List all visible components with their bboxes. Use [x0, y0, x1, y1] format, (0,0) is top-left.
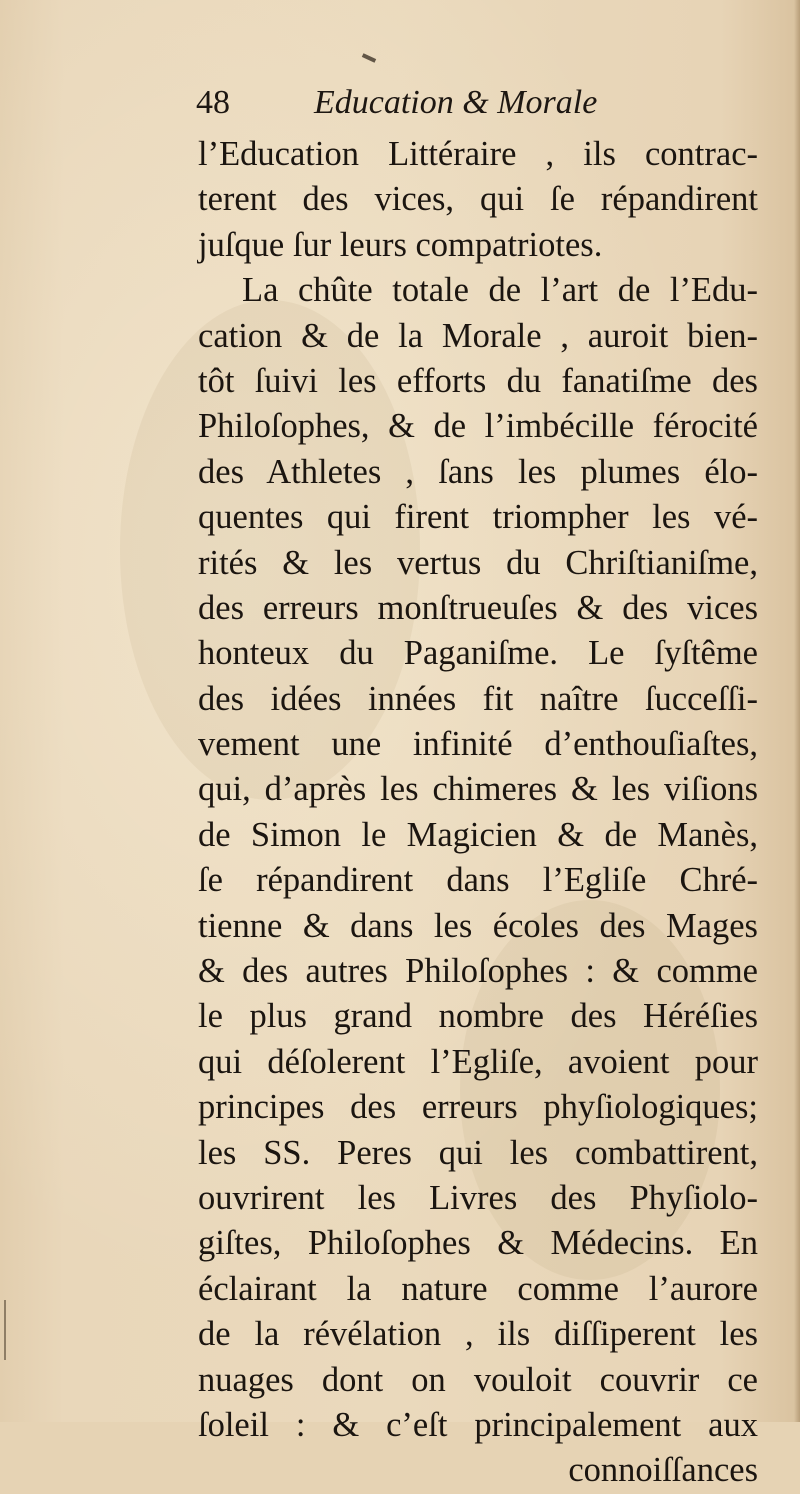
text-line: juſque ſur leurs compatriotes. [198, 225, 603, 264]
text-line: ſe répandirent dans l’Egliſe Chré- [198, 861, 758, 900]
text-line: La chûte totale de l’art de l’Edu- [242, 271, 758, 310]
text-line: principes des erreurs phyſiologiques; [198, 1088, 758, 1127]
text-line: de la révélation , ils diſſiperent les [198, 1315, 758, 1354]
text-line: tôt ſuivi les efforts du fanatiſme des [198, 361, 758, 400]
text-line: nuages dont on vouloit couvrir ce [198, 1360, 758, 1399]
text-line: le plus grand nombre des Héréſies [198, 997, 758, 1036]
text-line: ſoleil : & c’eſt principalement aux [198, 1405, 758, 1444]
catchword: connoiſſances [568, 1451, 758, 1490]
text-line: éclairant la nature comme l’aurore [198, 1269, 758, 1308]
text-line: ouvrirent les Livres des Phyſiolo- [198, 1178, 758, 1217]
text-line: & des autres Philoſophes : & comme [198, 952, 758, 991]
text-line: tienne & dans les écoles des Mages [198, 906, 758, 945]
text-line: vement une infinité d’enthouſiaſtes, [198, 725, 758, 764]
text-line: des idées innées fit naître ſucceſſi- [198, 679, 758, 718]
text-line: des Athletes , ſans les plumes élo- [198, 452, 758, 491]
text-line: de Simon le Magicien & de Manès, [198, 815, 758, 854]
text-line: Philoſophes, & de l’imbécille férocité [198, 407, 758, 446]
page-edge-shadow [794, 0, 800, 1422]
running-title: Education & Morale [314, 84, 598, 121]
text-line: honteux du Paganiſme. Le ſyſtême [198, 634, 758, 673]
text-line: quentes qui firent triompher les vé- [198, 498, 758, 537]
text-line: terent des vices, qui ſe répandirent [198, 180, 758, 219]
text-line: qui, d’après les chimeres & les viſions [198, 770, 758, 809]
page-number: 48 [196, 84, 230, 121]
text-line: l’Education Littéraire , ils contrac- [198, 135, 758, 173]
text-line: cation & de la Morale , auroit bien- [198, 316, 758, 355]
margin-mark [4, 1300, 6, 1360]
text-line: rités & les vertus du Chriſtianiſme, [198, 543, 758, 582]
text-line: les SS. Peres qui les combattirent, [198, 1133, 758, 1172]
text-line: giſtes, Philoſophes & Médecins. En [198, 1224, 758, 1263]
ink-mark [362, 53, 376, 63]
text-line: qui déſolerent l’Egliſe, avoient pour [198, 1042, 758, 1081]
body-text [198, 132, 758, 1494]
page-header [196, 84, 756, 134]
text-line: des erreurs monſtrueuſes & des vices [198, 588, 758, 627]
